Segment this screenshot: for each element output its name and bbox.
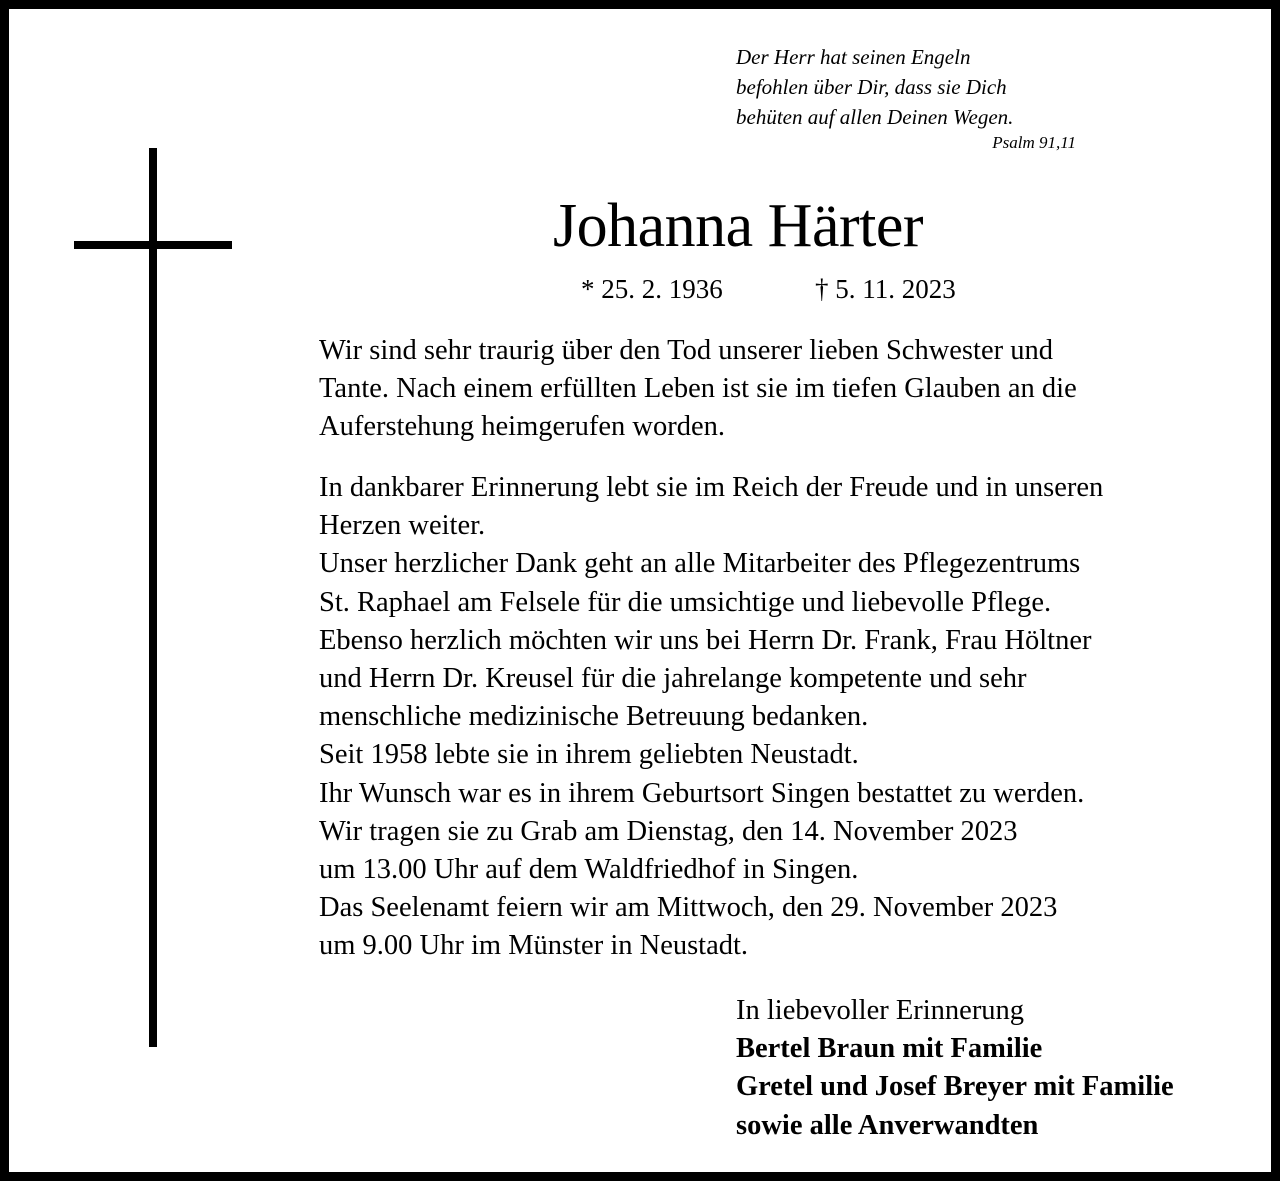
text-line: um 9.00 Uhr im Münster in Neustadt. (319, 930, 749, 962)
mourner-name: Gretel und Josef Breyer mit Familie (736, 1071, 1174, 1103)
text-line: Wir tragen sie zu Grab am Dienstag, den 14. November 2023 (319, 815, 1018, 847)
text-line: In dankbarer Erinnerung lebt sie im Reich der Freude und in unseren (319, 472, 1104, 503)
text-line: um 13.00 Uhr auf dem Waldfriedhof in Singen. (319, 854, 859, 886)
verse-line: Der Herr hat seinen Engeln (736, 45, 971, 69)
signoff-intro: In liebevoller Erinnerung (736, 995, 1025, 1026)
text-line: menschliche medizinische Betreuung bedanken. (319, 701, 869, 733)
text-line: Tante. Nach einem erfüllten Leben ist sie im tiefen Glauben an die (319, 373, 1077, 405)
text-line: Ebenso herzlich möchten wir uns bei Herrn Dr. Frank, Frau Höltner (319, 624, 1092, 656)
birth-date: * 25. 2. 1936 (581, 274, 723, 304)
text-line: Seit 1958 lebte sie in ihrem geliebten Neustadt. (319, 739, 859, 771)
details-paragraph (319, 469, 1259, 966)
signoff (736, 992, 1174, 1145)
text-line: Herzen weiter. (319, 510, 486, 542)
text-line: Ihr Wunsch war es in ihrem Geburtsort Singen bestattet zu werden. (319, 777, 1085, 809)
mourner-name: sowie alle Anverwandten (736, 1109, 1039, 1141)
verse-line: behüten auf allen Deinen Wegen. (736, 105, 1014, 129)
verse-line: befohlen über Dir, dass sie Dich (736, 75, 1007, 99)
text-line: Unser herzlicher Dank geht an alle Mitarbeiter des Pflegezentrums (319, 548, 1081, 580)
announcement-paragraph (319, 332, 1259, 447)
deceased-name: Johanna Härter (553, 192, 923, 260)
cross-vertical-beam (149, 148, 157, 1047)
text-line: St. Raphael am Felsele für die umsichtige und liebevolle Pflege. (319, 586, 1052, 618)
text-line: und Herrn Dr. Kreusel für die jahrelange kompetente und sehr (319, 663, 1027, 695)
text-line: Wir sind sehr traurig über den Tod unserer lieben Schwester und (319, 335, 1053, 366)
mourner-name: Bertel Braun mit Familie (736, 1033, 1043, 1065)
text-line: Das Seelenamt feiern wir am Mittwoch, den 29. November 2023 (319, 892, 1058, 924)
cross-horizontal-beam (74, 241, 232, 249)
bible-verse (736, 42, 1096, 154)
death-date: † 5. 11. 2023 (815, 274, 956, 304)
verse-reference: Psalm 91,11 (992, 133, 1076, 152)
text-line: Auferstehung heimgerufen worden. (319, 411, 725, 443)
